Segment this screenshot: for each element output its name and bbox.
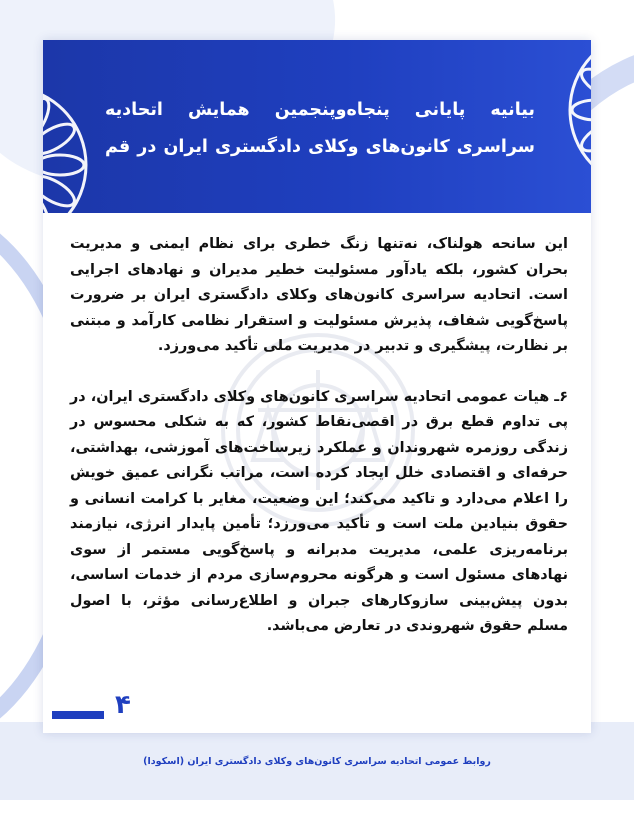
page-number: ۴	[115, 690, 131, 720]
mandala-ornament-icon	[43, 80, 93, 213]
header-banner	[43, 40, 591, 213]
title-line-1: بیانیه پایانی پنجاه‌وپنجمین همایش اتحادیه	[105, 100, 535, 120]
page-number-bar	[52, 711, 104, 719]
document-card	[43, 40, 591, 733]
mandala-ornament-icon	[563, 40, 591, 195]
title-line-2: سراسری کانون‌های وکلای دادگستری ایران در قم	[105, 137, 535, 157]
paragraph-1: این سانحه هولناک، نه‌تنها زنگ خطری برای نظام ایمنی و مدیریت بحران کشور، بلکه یادآور مسئولیت خطیر مدیران و نهادهای اجرایی است. اتحادیه سراسری کانون‌های وکلای دادگستری ایران بر ضرورت پاسخ‌گویی شفاف، پذیرش مسئولیت و استقرار نظامی کارآمد و مبتنی بر نظارت، پیشگیری و تدبیر در مدیریت ملی تأکید می‌ورزد.	[70, 236, 568, 354]
statement-body	[70, 232, 568, 640]
footer-credit: روابط عمومی اتحادیه سراسری کانون‌های وکلای دادگستری ایران (اسکودا)	[143, 756, 491, 767]
page-title	[105, 92, 535, 166]
paragraph-2: ۶ـ هیات عمومی اتحادیه سراسری کانون‌های وکلای دادگستری ایران، در پی تداوم قطع برق در اقصی‌نقاط کشور، که به شکلی محسوس در زندگی روزمره شهروندان و عملکرد زیرساخت‌های آموزشی، بهداشتی، حرفه‌ای و اقتصادی خلل ایجاد کرده است، مراتب نگرانی عمیق خویش را اعلام می‌دارد و تاکید می‌کند؛ این وضعیت، مغایر با کرامت انسانی و حقوق بنیادین ملت است و تأکید می‌ورزد؛ تأمین پایدار انرژی، نیازمند برنامه‌ریزی علمی، مدیریت مدبرانه و پاسخ‌گویی مستمر از سوی نهادهای مسئول است و هرگونه محروم‌سازی مردم از خدمات اساسی، بدون پیش‌بینی سازوکارهای جبران و اطلاع‌رسانی مؤثر، با اصول مسلم حقوق شهروندی در تعارض می‌باشد.	[70, 388, 568, 634]
